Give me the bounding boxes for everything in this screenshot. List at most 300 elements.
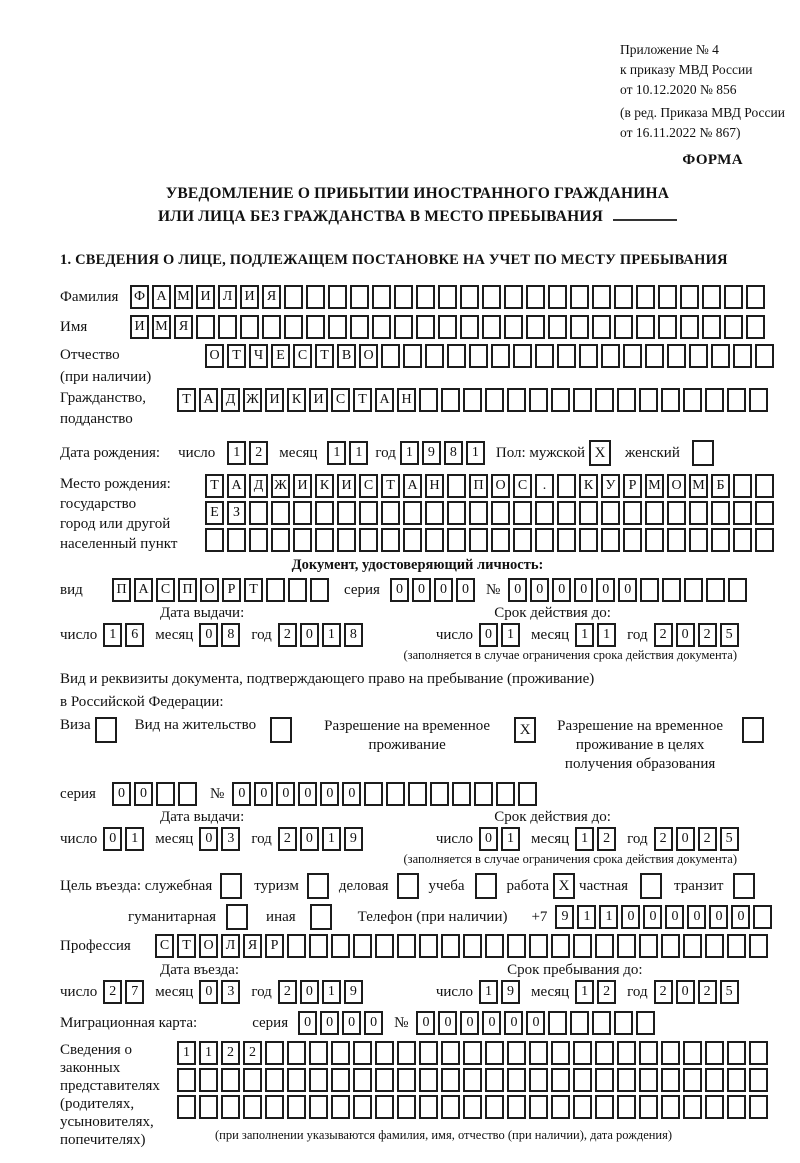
char-cell[interactable]: 0 <box>320 1011 339 1035</box>
char-cell[interactable]: Т <box>381 474 400 498</box>
char-cell[interactable]: С <box>155 934 174 958</box>
char-cell[interactable] <box>551 1068 570 1092</box>
char-cell[interactable] <box>504 315 523 339</box>
char-cell[interactable]: 9 <box>344 827 363 851</box>
char-cell[interactable]: 1 <box>599 905 618 929</box>
char-cell[interactable] <box>262 315 281 339</box>
char-cell[interactable]: 1 <box>322 980 341 1004</box>
char-cell[interactable] <box>372 315 391 339</box>
char-cell[interactable]: . <box>535 474 554 498</box>
char-cell[interactable]: 0 <box>438 1011 457 1035</box>
char-cell[interactable] <box>469 344 488 368</box>
char-cell[interactable] <box>551 1041 570 1065</box>
char-cell[interactable]: Л <box>221 934 240 958</box>
char-cell[interactable]: 1 <box>575 980 594 1004</box>
char-cell[interactable] <box>557 344 576 368</box>
char-cell[interactable]: 0 <box>460 1011 479 1035</box>
char-cell[interactable]: О <box>199 934 218 958</box>
purpose-tourism-checkbox[interactable] <box>307 873 329 899</box>
char-cell[interactable] <box>447 528 466 552</box>
char-cell[interactable] <box>595 1068 614 1092</box>
char-cell[interactable] <box>375 1068 394 1092</box>
char-cell[interactable] <box>727 934 746 958</box>
char-cell[interactable] <box>755 528 774 552</box>
char-cell[interactable] <box>680 315 699 339</box>
char-cell[interactable] <box>463 1095 482 1119</box>
char-cell[interactable] <box>680 285 699 309</box>
char-cell[interactable]: Б <box>711 474 730 498</box>
char-cell[interactable] <box>507 934 526 958</box>
char-cell[interactable] <box>755 344 774 368</box>
char-cell[interactable]: 0 <box>552 578 571 602</box>
char-cell[interactable] <box>683 388 702 412</box>
char-cell[interactable] <box>518 782 537 806</box>
char-cell[interactable] <box>733 344 752 368</box>
char-cell[interactable] <box>447 344 466 368</box>
char-cell[interactable] <box>306 285 325 309</box>
char-cell[interactable]: 2 <box>278 980 297 1004</box>
char-cell[interactable] <box>221 1095 240 1119</box>
char-cell[interactable]: 0 <box>320 782 339 806</box>
char-cell[interactable]: 0 <box>103 827 122 851</box>
char-cell[interactable]: Я <box>262 285 281 309</box>
char-cell[interactable] <box>573 934 592 958</box>
char-cell[interactable] <box>749 1068 768 1092</box>
char-cell[interactable] <box>353 1041 372 1065</box>
char-cell[interactable]: А <box>375 388 394 412</box>
char-cell[interactable] <box>746 285 765 309</box>
char-cell[interactable] <box>570 315 589 339</box>
char-cell[interactable] <box>683 1041 702 1065</box>
char-cell[interactable]: 0 <box>300 827 319 851</box>
char-cell[interactable]: А <box>403 474 422 498</box>
char-cell[interactable] <box>639 388 658 412</box>
char-cell[interactable] <box>702 315 721 339</box>
char-cell[interactable] <box>557 528 576 552</box>
char-cell[interactable]: М <box>645 474 664 498</box>
char-cell[interactable]: Я <box>174 315 193 339</box>
char-cell[interactable] <box>728 578 747 602</box>
char-cell[interactable] <box>551 934 570 958</box>
char-cell[interactable] <box>485 388 504 412</box>
char-cell[interactable] <box>425 528 444 552</box>
char-cell[interactable] <box>504 285 523 309</box>
char-cell[interactable] <box>397 1095 416 1119</box>
char-cell[interactable] <box>573 1095 592 1119</box>
char-cell[interactable] <box>526 285 545 309</box>
char-cell[interactable] <box>551 388 570 412</box>
char-cell[interactable]: 0 <box>276 782 295 806</box>
char-cell[interactable] <box>394 285 413 309</box>
char-cell[interactable] <box>381 528 400 552</box>
char-cell[interactable] <box>645 528 664 552</box>
char-cell[interactable] <box>639 934 658 958</box>
char-cell[interactable] <box>331 1095 350 1119</box>
char-cell[interactable] <box>309 1095 328 1119</box>
char-cell[interactable]: 0 <box>298 1011 317 1035</box>
char-cell[interactable]: 0 <box>687 905 706 929</box>
char-cell[interactable] <box>507 1095 526 1119</box>
char-cell[interactable] <box>218 315 237 339</box>
char-cell[interactable]: 0 <box>731 905 750 929</box>
char-cell[interactable]: 1 <box>479 980 498 1004</box>
char-cell[interactable]: 0 <box>112 782 131 806</box>
char-cell[interactable]: 5 <box>720 980 739 1004</box>
char-cell[interactable] <box>507 388 526 412</box>
char-cell[interactable]: А <box>199 388 218 412</box>
char-cell[interactable] <box>513 501 532 525</box>
char-cell[interactable] <box>309 934 328 958</box>
char-cell[interactable] <box>496 782 515 806</box>
char-cell[interactable]: Р <box>623 474 642 498</box>
char-cell[interactable]: Ф <box>130 285 149 309</box>
char-cell[interactable] <box>271 528 290 552</box>
char-cell[interactable] <box>595 934 614 958</box>
char-cell[interactable]: 2 <box>103 980 122 1004</box>
char-cell[interactable] <box>529 1041 548 1065</box>
char-cell[interactable]: 1 <box>349 441 368 465</box>
char-cell[interactable] <box>177 1095 196 1119</box>
char-cell[interactable] <box>266 578 285 602</box>
char-cell[interactable]: 1 <box>501 827 520 851</box>
char-cell[interactable] <box>617 1095 636 1119</box>
char-cell[interactable] <box>419 1095 438 1119</box>
char-cell[interactable]: Я <box>243 934 262 958</box>
char-cell[interactable] <box>441 1095 460 1119</box>
char-cell[interactable]: Т <box>227 344 246 368</box>
char-cell[interactable] <box>579 344 598 368</box>
char-cell[interactable] <box>614 285 633 309</box>
char-cell[interactable] <box>557 501 576 525</box>
char-cell[interactable]: Е <box>271 344 290 368</box>
char-cell[interactable] <box>309 1068 328 1092</box>
char-cell[interactable]: Ч <box>249 344 268 368</box>
char-cell[interactable]: 1 <box>577 905 596 929</box>
char-cell[interactable]: 1 <box>575 827 594 851</box>
char-cell[interactable]: 1 <box>125 827 144 851</box>
char-cell[interactable]: 0 <box>364 1011 383 1035</box>
char-cell[interactable] <box>438 315 457 339</box>
char-cell[interactable]: 9 <box>501 980 520 1004</box>
char-cell[interactable] <box>331 934 350 958</box>
char-cell[interactable]: 2 <box>654 827 673 851</box>
char-cell[interactable] <box>425 344 444 368</box>
char-cell[interactable] <box>156 782 175 806</box>
char-cell[interactable]: 1 <box>400 441 419 465</box>
char-cell[interactable] <box>469 528 488 552</box>
char-cell[interactable]: 0 <box>199 623 218 647</box>
char-cell[interactable] <box>482 315 501 339</box>
char-cell[interactable]: 7 <box>125 980 144 1004</box>
char-cell[interactable]: 0 <box>508 578 527 602</box>
char-cell[interactable] <box>595 388 614 412</box>
char-cell[interactable] <box>293 501 312 525</box>
char-cell[interactable] <box>287 934 306 958</box>
char-cell[interactable] <box>331 1041 350 1065</box>
char-cell[interactable]: 0 <box>574 578 593 602</box>
char-cell[interactable] <box>284 285 303 309</box>
purpose-other-checkbox[interactable] <box>310 904 332 930</box>
char-cell[interactable]: Т <box>315 344 334 368</box>
char-cell[interactable] <box>328 315 347 339</box>
char-cell[interactable]: С <box>293 344 312 368</box>
char-cell[interactable] <box>658 315 677 339</box>
char-cell[interactable] <box>636 315 655 339</box>
char-cell[interactable]: С <box>359 474 378 498</box>
char-cell[interactable] <box>529 1068 548 1092</box>
char-cell[interactable]: И <box>196 285 215 309</box>
char-cell[interactable] <box>178 782 197 806</box>
char-cell[interactable]: 9 <box>344 980 363 1004</box>
char-cell[interactable]: 1 <box>199 1041 218 1065</box>
char-cell[interactable]: 0 <box>199 980 218 1004</box>
char-cell[interactable] <box>617 1068 636 1092</box>
char-cell[interactable] <box>755 474 774 498</box>
char-cell[interactable] <box>755 501 774 525</box>
char-cell[interactable] <box>460 285 479 309</box>
char-cell[interactable] <box>419 388 438 412</box>
char-cell[interactable] <box>463 1041 482 1065</box>
char-cell[interactable] <box>337 501 356 525</box>
char-cell[interactable] <box>386 782 405 806</box>
char-cell[interactable] <box>526 315 545 339</box>
char-cell[interactable] <box>375 1041 394 1065</box>
char-cell[interactable] <box>265 1068 284 1092</box>
char-cell[interactable]: 2 <box>221 1041 240 1065</box>
char-cell[interactable] <box>639 1068 658 1092</box>
char-cell[interactable] <box>639 1041 658 1065</box>
char-cell[interactable] <box>727 1095 746 1119</box>
char-cell[interactable]: 0 <box>526 1011 545 1035</box>
char-cell[interactable] <box>645 344 664 368</box>
char-cell[interactable] <box>513 528 532 552</box>
purpose-work-checkbox[interactable]: X <box>553 873 575 899</box>
char-cell[interactable] <box>705 934 724 958</box>
char-cell[interactable] <box>199 1095 218 1119</box>
char-cell[interactable] <box>592 315 611 339</box>
char-cell[interactable] <box>491 344 510 368</box>
char-cell[interactable]: 9 <box>422 441 441 465</box>
char-cell[interactable]: 0 <box>416 1011 435 1035</box>
char-cell[interactable] <box>573 1041 592 1065</box>
char-cell[interactable] <box>491 501 510 525</box>
purpose-transit-checkbox[interactable] <box>733 873 755 899</box>
char-cell[interactable]: 5 <box>720 827 739 851</box>
char-cell[interactable] <box>705 1041 724 1065</box>
char-cell[interactable]: З <box>227 501 246 525</box>
char-cell[interactable] <box>353 1068 372 1092</box>
char-cell[interactable] <box>359 528 378 552</box>
char-cell[interactable] <box>265 1041 284 1065</box>
char-cell[interactable]: 2 <box>698 623 717 647</box>
char-cell[interactable]: 2 <box>243 1041 262 1065</box>
char-cell[interactable]: 0 <box>709 905 728 929</box>
char-cell[interactable]: 1 <box>575 623 594 647</box>
char-cell[interactable]: 0 <box>434 578 453 602</box>
sex-male-checkbox[interactable]: X <box>589 440 611 466</box>
char-cell[interactable]: И <box>265 388 284 412</box>
char-cell[interactable]: Т <box>177 388 196 412</box>
char-cell[interactable] <box>684 578 703 602</box>
char-cell[interactable] <box>249 501 268 525</box>
char-cell[interactable] <box>529 1095 548 1119</box>
char-cell[interactable]: 0 <box>530 578 549 602</box>
char-cell[interactable]: 9 <box>555 905 574 929</box>
char-cell[interactable] <box>419 1041 438 1065</box>
char-cell[interactable] <box>485 1068 504 1092</box>
char-cell[interactable] <box>447 474 466 498</box>
purpose-humanitarian-checkbox[interactable] <box>226 904 248 930</box>
char-cell[interactable]: О <box>359 344 378 368</box>
char-cell[interactable] <box>592 1011 611 1035</box>
char-cell[interactable] <box>711 528 730 552</box>
char-cell[interactable] <box>287 1041 306 1065</box>
char-cell[interactable] <box>463 388 482 412</box>
char-cell[interactable]: 5 <box>720 623 739 647</box>
char-cell[interactable] <box>177 1068 196 1092</box>
char-cell[interactable] <box>529 934 548 958</box>
char-cell[interactable] <box>645 501 664 525</box>
char-cell[interactable]: 2 <box>654 623 673 647</box>
char-cell[interactable] <box>661 1095 680 1119</box>
char-cell[interactable] <box>548 315 567 339</box>
char-cell[interactable] <box>350 315 369 339</box>
char-cell[interactable] <box>557 474 576 498</box>
char-cell[interactable] <box>265 1095 284 1119</box>
char-cell[interactable]: Р <box>222 578 241 602</box>
char-cell[interactable]: 3 <box>221 980 240 1004</box>
char-cell[interactable] <box>535 528 554 552</box>
char-cell[interactable]: 8 <box>344 623 363 647</box>
char-cell[interactable] <box>661 1041 680 1065</box>
char-cell[interactable] <box>337 528 356 552</box>
char-cell[interactable] <box>746 315 765 339</box>
char-cell[interactable]: 0 <box>621 905 640 929</box>
char-cell[interactable]: О <box>200 578 219 602</box>
char-cell[interactable]: 0 <box>298 782 317 806</box>
char-cell[interactable]: О <box>667 474 686 498</box>
temp-residence-checkbox[interactable]: X <box>514 717 536 743</box>
char-cell[interactable] <box>661 934 680 958</box>
char-cell[interactable]: 2 <box>654 980 673 1004</box>
char-cell[interactable] <box>227 528 246 552</box>
char-cell[interactable] <box>667 344 686 368</box>
char-cell[interactable]: У <box>601 474 620 498</box>
char-cell[interactable] <box>724 285 743 309</box>
char-cell[interactable] <box>702 285 721 309</box>
visa-checkbox[interactable] <box>95 717 117 743</box>
char-cell[interactable] <box>595 1095 614 1119</box>
char-cell[interactable]: 0 <box>479 623 498 647</box>
char-cell[interactable] <box>689 528 708 552</box>
char-cell[interactable]: И <box>309 388 328 412</box>
char-cell[interactable] <box>306 315 325 339</box>
char-cell[interactable] <box>617 1041 636 1065</box>
char-cell[interactable]: А <box>152 285 171 309</box>
char-cell[interactable] <box>548 285 567 309</box>
char-cell[interactable] <box>705 1068 724 1092</box>
char-cell[interactable] <box>749 1095 768 1119</box>
purpose-private-checkbox[interactable] <box>640 873 662 899</box>
char-cell[interactable]: Т <box>205 474 224 498</box>
char-cell[interactable] <box>601 528 620 552</box>
char-cell[interactable]: М <box>174 285 193 309</box>
char-cell[interactable] <box>689 501 708 525</box>
char-cell[interactable]: П <box>178 578 197 602</box>
char-cell[interactable]: 1 <box>327 441 346 465</box>
char-cell[interactable]: 0 <box>390 578 409 602</box>
char-cell[interactable] <box>271 501 290 525</box>
char-cell[interactable] <box>441 934 460 958</box>
char-cell[interactable]: 0 <box>199 827 218 851</box>
char-cell[interactable] <box>601 501 620 525</box>
char-cell[interactable]: И <box>293 474 312 498</box>
char-cell[interactable] <box>249 528 268 552</box>
char-cell[interactable] <box>623 344 642 368</box>
char-cell[interactable] <box>667 501 686 525</box>
char-cell[interactable] <box>636 1011 655 1035</box>
char-cell[interactable]: С <box>331 388 350 412</box>
char-cell[interactable]: С <box>156 578 175 602</box>
char-cell[interactable] <box>416 285 435 309</box>
char-cell[interactable]: 8 <box>444 441 463 465</box>
char-cell[interactable] <box>485 1041 504 1065</box>
char-cell[interactable] <box>397 934 416 958</box>
char-cell[interactable]: 2 <box>597 980 616 1004</box>
char-cell[interactable]: К <box>579 474 598 498</box>
char-cell[interactable] <box>535 344 554 368</box>
char-cell[interactable]: И <box>130 315 149 339</box>
char-cell[interactable] <box>381 344 400 368</box>
char-cell[interactable] <box>683 934 702 958</box>
char-cell[interactable]: 0 <box>300 623 319 647</box>
char-cell[interactable] <box>359 501 378 525</box>
char-cell[interactable] <box>425 501 444 525</box>
char-cell[interactable] <box>733 474 752 498</box>
char-cell[interactable] <box>548 1011 567 1035</box>
char-cell[interactable]: 0 <box>676 623 695 647</box>
char-cell[interactable]: О <box>205 344 224 368</box>
char-cell[interactable]: 3 <box>221 827 240 851</box>
char-cell[interactable] <box>570 1011 589 1035</box>
char-cell[interactable] <box>614 1011 633 1035</box>
char-cell[interactable] <box>727 1041 746 1065</box>
char-cell[interactable] <box>661 1068 680 1092</box>
char-cell[interactable] <box>240 315 259 339</box>
char-cell[interactable] <box>485 1095 504 1119</box>
char-cell[interactable]: М <box>152 315 171 339</box>
char-cell[interactable]: 0 <box>596 578 615 602</box>
char-cell[interactable]: 0 <box>300 980 319 1004</box>
char-cell[interactable] <box>403 528 422 552</box>
char-cell[interactable]: И <box>337 474 356 498</box>
char-cell[interactable] <box>460 315 479 339</box>
char-cell[interactable] <box>221 1068 240 1092</box>
char-cell[interactable] <box>403 501 422 525</box>
char-cell[interactable]: 0 <box>412 578 431 602</box>
char-cell[interactable]: Т <box>177 934 196 958</box>
char-cell[interactable]: Д <box>221 388 240 412</box>
char-cell[interactable] <box>636 285 655 309</box>
char-cell[interactable] <box>683 1068 702 1092</box>
char-cell[interactable]: В <box>337 344 356 368</box>
char-cell[interactable] <box>288 578 307 602</box>
char-cell[interactable] <box>662 578 681 602</box>
char-cell[interactable] <box>689 344 708 368</box>
char-cell[interactable] <box>573 1068 592 1092</box>
char-cell[interactable]: 1 <box>103 623 122 647</box>
char-cell[interactable]: 0 <box>342 782 361 806</box>
